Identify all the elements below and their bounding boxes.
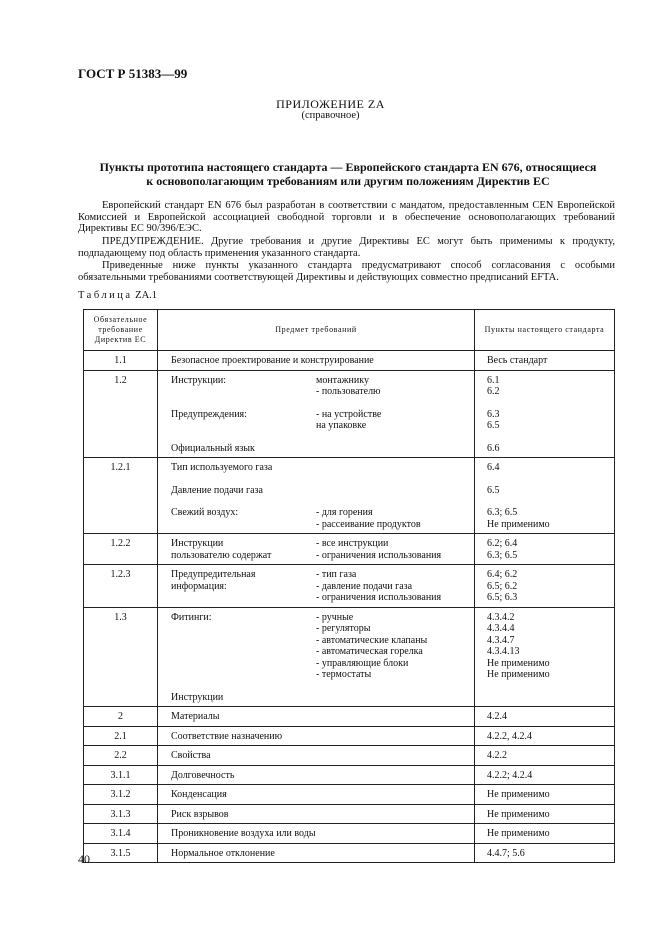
subject-cell xyxy=(158,785,475,805)
subject-detail-line: - ограничения использования xyxy=(316,592,442,603)
section-title-line: Пункты прототипа настоящего стандарта — Европейского стандарта EN 676, относящиеся xyxy=(99,160,597,174)
subject-text xyxy=(158,443,255,455)
requirement-number: 3.1.2 xyxy=(110,789,131,800)
subject-cell xyxy=(158,684,475,707)
clause-text xyxy=(487,351,614,370)
table-row xyxy=(84,370,615,401)
clause-text xyxy=(487,727,614,746)
clause-line: 6.2 xyxy=(487,386,500,397)
clause-text xyxy=(487,785,614,804)
subject-line: Тип используемого газа xyxy=(171,462,273,473)
subject-text xyxy=(158,612,316,681)
clause-text xyxy=(487,435,614,458)
requirement-number: 3.1.5 xyxy=(110,847,131,859)
clause-text xyxy=(487,766,614,785)
subject-text xyxy=(158,507,316,530)
table-row xyxy=(84,499,615,534)
subject-detail-line: - для горения xyxy=(316,507,373,518)
subject-text xyxy=(158,569,316,604)
requirement-cell xyxy=(84,401,158,435)
subject-cell xyxy=(158,477,475,500)
table-row xyxy=(84,824,615,844)
clause-text xyxy=(487,458,614,477)
requirement-cell xyxy=(84,565,158,608)
subject-text xyxy=(158,375,316,398)
clause-line: Не применимо xyxy=(487,789,550,800)
requirement-number: 2.2 xyxy=(114,750,127,761)
requirement-cell xyxy=(84,534,158,565)
subject-detail xyxy=(316,569,474,604)
clause-cell xyxy=(475,401,615,435)
clause-line: Весь стандарт xyxy=(487,355,548,366)
subject-text xyxy=(158,462,272,474)
annex-title: ПРИЛОЖЕНИЕ ZA xyxy=(276,97,385,111)
clause-line: Не применимо xyxy=(487,669,550,680)
requirement-cell xyxy=(84,804,158,824)
subject-detail-line: - автоматическая горелка xyxy=(316,646,423,657)
requirement-number: 3.1.3 xyxy=(110,808,131,820)
requirement-cell xyxy=(84,477,158,500)
section-title-line: к основополагающим требованиям или другим положениям Директив ЕС xyxy=(146,174,550,188)
subject-detail-line: - пользователю xyxy=(316,386,381,397)
subject-line: Проникновение воздуха или воды xyxy=(171,828,316,839)
table-row xyxy=(84,458,615,477)
subject-text xyxy=(158,538,316,561)
clause-cell xyxy=(475,726,615,746)
subject-detail xyxy=(263,485,474,497)
subject-cell xyxy=(158,607,475,684)
requirement-number: 1.1 xyxy=(114,355,127,366)
requirement-cell xyxy=(84,607,158,684)
clause-text xyxy=(487,371,614,401)
table-row xyxy=(84,607,615,684)
subject-cell xyxy=(158,370,475,401)
table-row xyxy=(84,726,615,746)
clause-text xyxy=(487,477,614,500)
subject-detail xyxy=(223,692,474,704)
clause-cell xyxy=(475,707,615,727)
subject-detail xyxy=(275,848,474,860)
requirement-number: 1.2.2 xyxy=(110,538,131,549)
requirement-cell xyxy=(84,765,158,785)
subject-line: Предупреждения: xyxy=(171,408,247,420)
clause-line: 6.3; 6.5 xyxy=(487,549,518,561)
table-row xyxy=(84,843,615,863)
requirement-number: 1.3 xyxy=(114,611,127,623)
clause-line: 6.5; 6.2 xyxy=(487,580,518,592)
subject-detail-line: - регуляторы xyxy=(316,623,371,634)
subject-detail xyxy=(211,750,474,762)
subject-line: Конденсация xyxy=(171,789,227,800)
subject-line: Соответствие назначению xyxy=(171,730,283,742)
table-body xyxy=(84,351,615,863)
subject-line: Инструкции: xyxy=(171,374,227,386)
subject-text xyxy=(158,692,223,704)
paragraph: Европейский стандарт EN 676 был разработан в соответствии с мандатом, предоставленным CEN Европейской Комиссией и Европейской ассоциацией свободной торговли и в обеспечение основополагающих требований Директивы ЕС 90/396/ЕЭС. xyxy=(78,200,615,234)
subject-cell xyxy=(158,351,475,371)
clause-text xyxy=(487,608,614,684)
subject-line: Инструкции xyxy=(171,538,224,549)
requirement-number: 3.1.4 xyxy=(110,828,131,839)
requirement-number: 1.2.3 xyxy=(110,569,131,580)
subject-detail xyxy=(227,789,474,801)
subject-detail-line: - термостаты xyxy=(316,669,372,680)
subject-line: Официальный язык xyxy=(171,442,255,454)
column-header: Пункты настоящего стандарта xyxy=(475,310,615,351)
subject-text xyxy=(158,848,275,860)
column-header: Обязательное требование Директив ЕС xyxy=(84,310,158,351)
clause-line: Не применимо xyxy=(487,808,550,820)
subject-cell xyxy=(158,499,475,534)
subject-detail xyxy=(219,711,474,723)
clause-cell xyxy=(475,824,615,844)
requirement-number: 2 xyxy=(118,711,123,722)
subject-detail xyxy=(316,375,474,398)
requirement-cell xyxy=(84,785,158,805)
subject-detail-line: - управляющие блоки xyxy=(316,657,409,669)
clause-text xyxy=(487,401,614,435)
clause-line: 4.3.4.2 xyxy=(487,611,515,623)
subject-line: Нормальное отклонение xyxy=(171,847,275,859)
clause-line: 4.2.2; 4.2.4 xyxy=(487,769,533,781)
subject-line: Безопасное проектирование и конструирование xyxy=(171,355,374,366)
subject-line: Фитинги: xyxy=(171,611,212,623)
subject-text xyxy=(158,355,374,367)
requirement-cell xyxy=(84,370,158,401)
subject-detail xyxy=(316,538,474,561)
clause-text xyxy=(487,565,614,607)
subject-line: Материалы xyxy=(171,711,220,722)
subject-cell xyxy=(158,746,475,766)
clause-line: 6.3; 6.5 xyxy=(487,507,518,518)
clause-cell xyxy=(475,435,615,458)
subject-detail xyxy=(316,828,474,840)
clause-line: 6.2; 6.4 xyxy=(487,538,518,549)
clause-line: 6.5 xyxy=(487,420,500,431)
clause-line: 6.6 xyxy=(487,442,500,454)
clause-text xyxy=(487,824,614,843)
subject-text xyxy=(158,750,211,762)
subject-detail-line: - все инструкции xyxy=(316,538,389,549)
clause-line: Не применимо xyxy=(487,828,550,839)
subject-text xyxy=(158,731,282,743)
requirement-cell xyxy=(84,707,158,727)
clause-line: 6.4; 6.2 xyxy=(487,569,518,580)
clause-text xyxy=(487,684,614,695)
clause-cell xyxy=(475,458,615,477)
clause-line: 6.3 xyxy=(487,408,500,420)
clause-cell xyxy=(475,565,615,608)
subject-line: Долговечность xyxy=(171,769,235,781)
requirement-cell xyxy=(84,843,158,863)
page-number: 40 xyxy=(78,852,90,866)
clause-cell xyxy=(475,370,615,401)
requirement-cell xyxy=(84,351,158,371)
annex-subtitle: (справочное) xyxy=(301,110,360,121)
table-row xyxy=(84,401,615,435)
subject-cell xyxy=(158,843,475,863)
clause-line: 4.3.4.4 xyxy=(487,623,515,634)
clause-line: 4.2.2, 4.2.4 xyxy=(487,730,532,742)
clause-line: 4.2.4 xyxy=(487,711,507,722)
requirement-cell xyxy=(84,458,158,477)
clause-line: 6.5; 6.3 xyxy=(487,592,518,603)
clause-cell xyxy=(475,351,615,371)
requirement-cell xyxy=(84,824,158,844)
table-row xyxy=(84,477,615,500)
subject-detail-line: на упаковке xyxy=(316,420,367,431)
requirement-number: 1.2 xyxy=(114,374,127,386)
table-caption-label: Таблица xyxy=(78,290,133,301)
subject-line: Свежий воздух: xyxy=(171,507,239,518)
table-row xyxy=(84,565,615,608)
requirement-cell xyxy=(84,726,158,746)
clause-line: 6.1 xyxy=(487,374,500,386)
table-row xyxy=(84,351,615,371)
subject-cell xyxy=(158,435,475,458)
subject-text xyxy=(158,828,316,840)
subject-line: Инструкции xyxy=(171,691,224,703)
clause-cell xyxy=(475,785,615,805)
clause-line: 6.5 xyxy=(487,484,500,496)
clause-cell xyxy=(475,843,615,863)
subject-detail xyxy=(255,443,474,455)
requirements-table xyxy=(83,309,615,863)
subject-detail xyxy=(374,355,474,367)
table-caption-number: ZA.1 xyxy=(135,290,158,301)
table-row xyxy=(84,765,615,785)
clause-line: Не применимо xyxy=(487,657,550,669)
clause-line: 4.2.2 xyxy=(487,750,507,761)
subject-cell xyxy=(158,707,475,727)
table-row xyxy=(84,534,615,565)
subject-text xyxy=(158,485,263,497)
standard-header: ГОСТ Р 51383—99 xyxy=(78,66,188,81)
clause-cell xyxy=(475,534,615,565)
subject-detail-line: - на устройстве xyxy=(316,408,382,420)
subject-cell xyxy=(158,458,475,477)
clause-text xyxy=(487,844,614,863)
clause-text xyxy=(487,746,614,765)
subject-detail-line: - тип газа xyxy=(316,569,357,580)
subject-cell xyxy=(158,401,475,435)
table-caption xyxy=(78,290,157,301)
clause-cell xyxy=(475,684,615,707)
paragraph: ПРЕДУПРЕЖДЕНИЕ. Другие требования и другие Директивы ЕС могут быть применимы к продукту, подпадающему под область применения указанного стандарта. xyxy=(78,236,615,259)
column-header: Предмет требований xyxy=(158,310,475,351)
clause-cell xyxy=(475,804,615,824)
subject-detail xyxy=(316,507,474,530)
subject-text xyxy=(158,770,234,782)
subject-detail xyxy=(316,409,474,432)
clause-cell xyxy=(475,746,615,766)
subject-detail xyxy=(272,462,474,474)
requirement-cell xyxy=(84,746,158,766)
subject-line: информация: xyxy=(171,580,227,592)
table-row xyxy=(84,707,615,727)
subject-text xyxy=(158,711,219,723)
clause-cell xyxy=(475,607,615,684)
requirement-number: 3.1.1 xyxy=(110,769,131,781)
clause-line: 6.4 xyxy=(487,462,500,473)
clause-cell xyxy=(475,765,615,785)
clause-text xyxy=(487,707,614,726)
table-row xyxy=(84,684,615,707)
subject-detail xyxy=(234,770,474,782)
clause-line: 4.3.4.13 xyxy=(487,646,520,657)
subject-line: Предупредительная xyxy=(171,569,256,580)
subject-cell xyxy=(158,824,475,844)
subject-text xyxy=(158,409,316,432)
table-row xyxy=(84,785,615,805)
requirement-cell xyxy=(84,499,158,534)
requirement-cell xyxy=(84,435,158,458)
clause-text xyxy=(487,499,614,533)
subject-detail xyxy=(316,612,474,681)
paragraph: Приведенные ниже пункты указанного стандарта предусматривают способ согласования с особыми обязательными требованиями соответствующей Директивы и действующих совместно предписаний EFTA. xyxy=(78,260,615,283)
clause-cell xyxy=(475,477,615,500)
clause-line: 4.4.7; 5.6 xyxy=(487,847,525,859)
subject-cell xyxy=(158,565,475,608)
clause-line: 4.3.4.7 xyxy=(487,634,515,646)
subject-line: пользователю содержат xyxy=(171,549,272,561)
subject-detail xyxy=(282,731,474,743)
subject-detail-line: - ограничения использования xyxy=(316,549,442,561)
clause-cell xyxy=(475,499,615,534)
subject-cell xyxy=(158,726,475,746)
subject-line: Риск взрывов xyxy=(171,808,229,820)
requirement-number: 1.2.1 xyxy=(110,462,131,473)
requirement-cell xyxy=(84,684,158,707)
subject-text xyxy=(158,809,228,821)
subject-detail-line: - автоматические клапаны xyxy=(316,634,428,646)
subject-text xyxy=(158,789,227,801)
subject-line: Давление подачи газа xyxy=(171,484,263,496)
table-row xyxy=(84,804,615,824)
table-row xyxy=(84,746,615,766)
subject-detail-line: монтажнику xyxy=(316,374,369,386)
subject-detail-line: - ручные xyxy=(316,611,354,623)
subject-cell xyxy=(158,534,475,565)
requirement-number: 2.1 xyxy=(114,730,127,742)
subject-detail xyxy=(228,809,474,821)
subject-line: Свойства xyxy=(171,750,211,761)
clause-line: Не применимо xyxy=(487,518,550,530)
subject-cell xyxy=(158,765,475,785)
clause-text xyxy=(487,805,614,824)
subject-cell xyxy=(158,804,475,824)
table-row xyxy=(84,435,615,458)
subject-detail-line: - давление подачи газа xyxy=(316,580,413,592)
clause-text xyxy=(487,534,614,564)
subject-detail-line: - рассеивание продуктов xyxy=(316,518,421,530)
section-title xyxy=(78,160,618,188)
